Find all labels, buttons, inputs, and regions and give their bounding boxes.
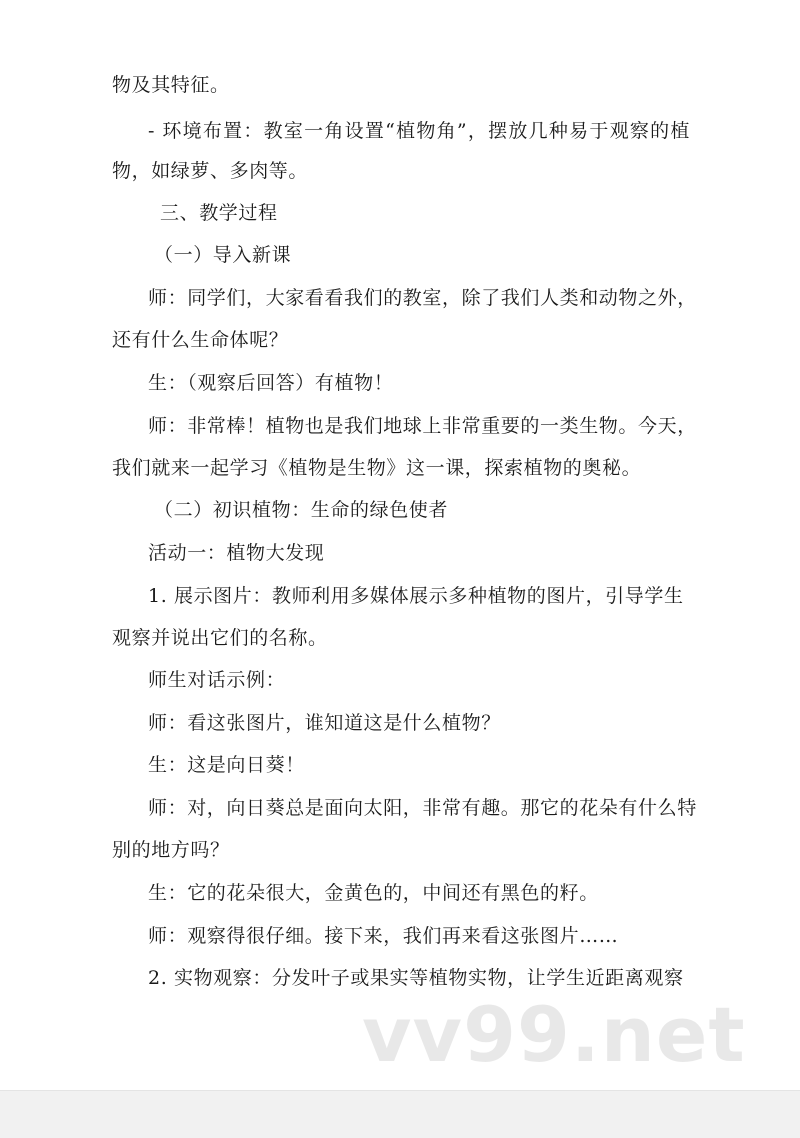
text-line: 活动一：植物大发现	[148, 542, 325, 564]
page-bottom-margin	[0, 1090, 800, 1138]
text-line: 观察并说出它们的名称。	[112, 627, 328, 649]
text-line: 我们就来一起学习《植物是生物》这一课，探索植物的奥秘。	[112, 457, 642, 479]
text-line: 师：观察得很仔细。接下来，我们再来看这张图片……	[148, 925, 619, 947]
text-line: 1. 展示图片：教师利用多媒体展示多种植物的图片，引导学生	[148, 585, 684, 607]
text-line: 别的地方吗？	[112, 839, 230, 861]
text-line: 生：它的花朵很大，金黄色的，中间还有黑色的籽。	[148, 882, 599, 904]
text-line: 生：这是向日葵！	[148, 754, 305, 776]
watermark: vv99.net	[362, 990, 746, 1079]
text-line: 师：看这张图片，谁知道这是什么植物？	[148, 712, 501, 734]
text-line: 师：非常棒！植物也是我们地球上非常重要的一类生物。今天，	[148, 415, 697, 437]
text-line: 生：（观察后回答）有植物！	[148, 372, 394, 394]
subsection-heading: （二）初识植物：生命的绿色使者	[154, 499, 449, 521]
text-line: 师：对，向日葵总是面向太阳，非常有趣。那它的花朵有什么特	[148, 797, 697, 819]
text-line: 物及其特征。	[112, 74, 230, 96]
section-heading: 三、教学过程	[160, 202, 278, 224]
text-line: 还有什么生命体呢？	[112, 329, 289, 351]
text-line: 师：同学们，大家看看我们的教室，除了我们人类和动物之外，	[148, 287, 697, 309]
text-line: 2. 实物观察：分发叶子或果实等植物实物，让学生近距离观察	[148, 967, 684, 989]
subsection-heading: （一）导入新课	[154, 244, 292, 266]
text-line: - 环境布置：教室一角设置“植物角”，摆放几种易于观察的植	[148, 120, 690, 142]
text-line: 物，如绿萝、多肉等。	[112, 160, 309, 182]
text-line: 师生对话示例：	[148, 669, 286, 691]
